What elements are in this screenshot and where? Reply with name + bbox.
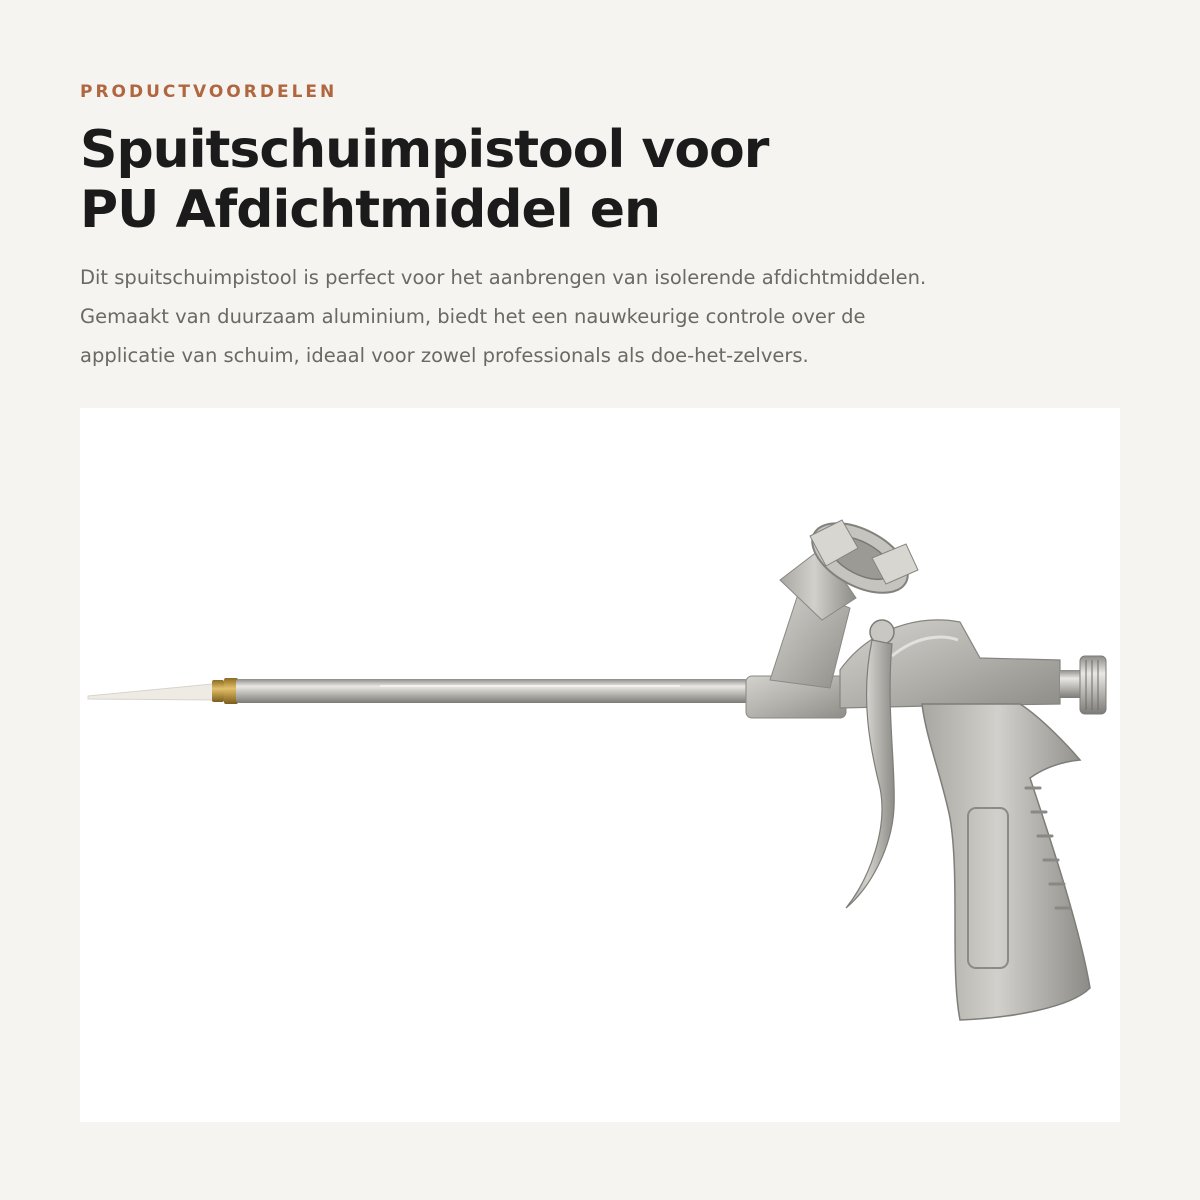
pistol-grip: [922, 704, 1090, 1020]
description-line-1: Dit spuitschuimpistool is perfect voor het aanbrengen van isolerende afdichtmiddelen.: [80, 266, 927, 289]
product-description: [80, 258, 1140, 375]
title-line-1: Spuitschuimpistool voor: [80, 120, 769, 180]
section-eyebrow: PRODUCTVOORDELEN: [80, 82, 338, 102]
brass-fitting: [212, 678, 238, 704]
page-title: [80, 120, 1080, 240]
title-line-2: PU Afdichtmiddel en: [80, 180, 660, 240]
description-line-2: Gemaakt van duurzaam aluminium, biedt het een nauwkeurige controle over de: [80, 305, 866, 328]
product-image: [80, 408, 1120, 1122]
barrel-tube: [236, 679, 748, 703]
foam-spray-gun-illustration: [80, 408, 1120, 1122]
nozzle-tip: [88, 684, 216, 700]
adjustment-knob: [1060, 656, 1106, 714]
description-line-3: applicatie van schuim, ideaal voor zowel professionals als doe-het-zelvers.: [80, 344, 809, 367]
